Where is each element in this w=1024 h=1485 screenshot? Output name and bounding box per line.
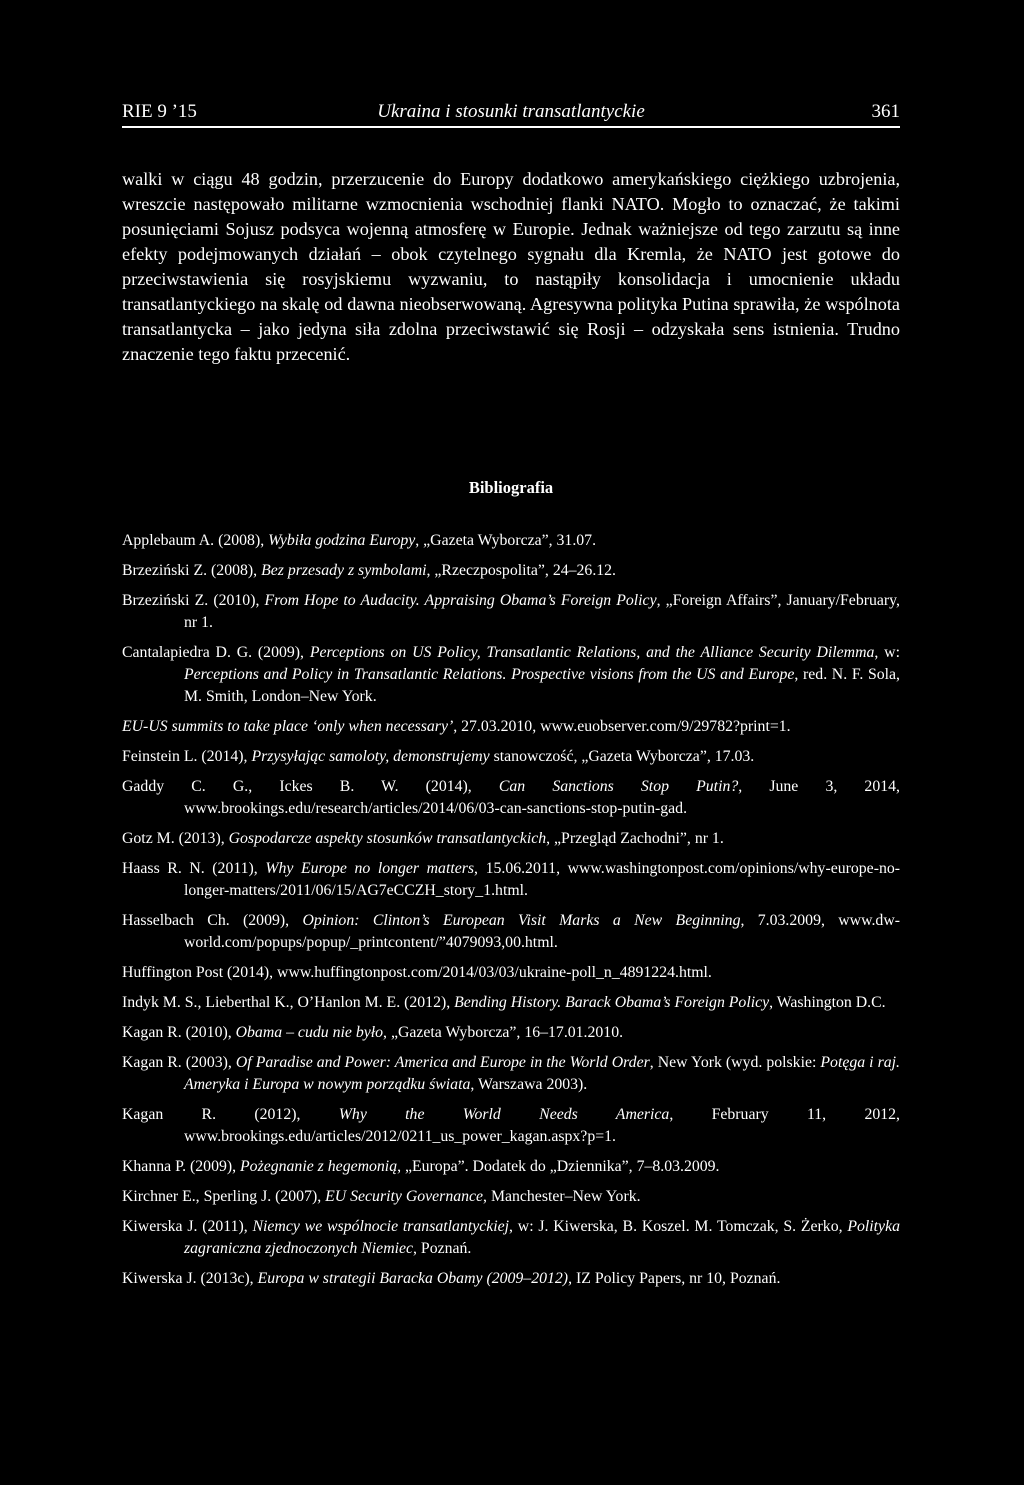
ref-text: , 27.03.2010, www.euobserver.com/9/29782?print=1. <box>453 718 791 735</box>
bibliography-entry <box>122 590 900 634</box>
ref-text: , Manchester–New York. <box>483 1188 641 1205</box>
ref-text: , New York (wyd. polskie: <box>649 1054 821 1071</box>
ref-title-italic: Przysyłając samoloty, demonstrujemy <box>251 748 490 765</box>
bibliography-entry <box>122 1022 900 1044</box>
ref-text: , „Foreign Affairs”, January/February, nr 1. <box>184 592 900 631</box>
ref-text: Indyk M. S., Lieberthal K., O’Hanlon M. E. (2012), <box>122 994 455 1011</box>
bibliography-entry <box>122 746 900 768</box>
body-paragraph: walki w ciągu 48 godzin, przerzucenie do Europy dodatkowo amerykańskiego ciężkiego uzbrojenia, wreszcie następowało militarne wzmocnienia wschodniej flanki NATO. Mogło to oznaczać, że takimi posunięciami Sojusz podsyca wojenną atmosferę w Europie. Jednak ważniejsze od tego zarzutu są inne efekty podejmowanych działań – obok czytelnego sygnału dla Kremla, że NATO jest gotowe do przeciwstawienia się rosyjskiemu wyzwaniu, to nastąpiły konsolidacja i umocnienie układu transatlantyckiego na skalę od dawna nieobserwowaną. Agresywna polityka Putina sprawiła, że wspólnota transatlantycka – jako jedyna siła zdolna przeciwstawić się Rosji – odzyskała sens istnienia. Trudno znaczenie tego faktu przecenić. <box>122 169 900 364</box>
ref-text: , June 3, 2014, www.brookings.edu/research/articles/2014/06/03-can-sanctions-stop-putin-gad. <box>184 778 900 817</box>
bibliography-entry <box>122 1156 900 1178</box>
ref-title-italic: Of Paradise and Power: America and Europe in the World Order <box>235 1054 650 1071</box>
ref-text: Cantalapiedra D. G. (2009), <box>122 644 310 661</box>
ref-text: , February 11, 2012, www.brookings.edu/articles/2012/0211_us_power_kagan.aspx?p=1. <box>184 1106 900 1145</box>
ref-text: Khanna P. (2009), <box>122 1158 241 1175</box>
ref-text: Gotz M. (2013), <box>122 830 229 847</box>
ref-text: Kirchner E., Sperling J. (2007), <box>122 1188 326 1205</box>
ref-title-italic: EU Security Governance <box>325 1188 484 1205</box>
ref-title-italic: From Hope to Audacity. Appraising Obama’s Foreign Policy <box>264 592 657 609</box>
ref-title-italic: Gospodarcze aspekty stosunków transatlantyckich <box>228 830 547 847</box>
ref-text: , Warszawa 2003). <box>470 1076 588 1093</box>
bibliography-entry <box>122 530 900 552</box>
ref-text: , „Gazeta Wyborcza”, 31.07. <box>415 532 597 549</box>
bibliography-heading: Bibliografia <box>468 478 554 497</box>
ref-title-italic: Perceptions on US Policy, Transatlantic Relations, and the Alliance Security Dilemma <box>309 644 875 661</box>
ref-text: , IZ Policy Papers, nr 10, Poznań. <box>568 1270 781 1287</box>
bibliography-entry <box>122 992 900 1014</box>
ref-text: Kagan R. (2003), <box>122 1054 236 1071</box>
running-header <box>122 100 900 128</box>
journal-issue: RIE 9 ’15 <box>122 101 197 122</box>
ref-title-italic: Potęga i raj. Ameryka i Europa w nowym porządku świata <box>184 1054 900 1093</box>
ref-text: , red. N. F. Sola, M. Smith, London–New York. <box>184 666 900 705</box>
ref-text: , Washington D.C. <box>769 994 886 1011</box>
ref-text: Haass R. N. (2011), <box>122 860 266 877</box>
ref-text: Huffington Post (2014), www.huffingtonpost.com/2014/03/03/ukraine-poll_n_4891224.html. <box>122 964 712 981</box>
ref-text: , „Przegląd Zachodni”, nr 1. <box>546 830 724 847</box>
ref-text: Applebaum A. (2008), <box>122 532 269 549</box>
ref-text: Kagan R. (2012), <box>122 1106 339 1123</box>
ref-title-italic: Why the World Needs America <box>338 1106 670 1123</box>
ref-text: , w: J. Kiwerska, B. Koszel. M. Tomczak, S. Żerko, <box>509 1218 848 1235</box>
bibliography-entry <box>122 1268 900 1290</box>
ref-text: , Poznań. <box>413 1240 472 1257</box>
ref-title-italic: Polityka zagraniczna zjednoczonych Niemiec <box>184 1218 900 1257</box>
bibliography-entry <box>122 962 900 984</box>
bibliography-entry <box>122 776 900 820</box>
ref-title-italic: Wybiła godzina Europy <box>268 532 416 549</box>
bibliography-entry <box>122 910 900 954</box>
ref-text: , „Gazeta Wyborcza”, 16–17.01.2010. <box>383 1024 624 1041</box>
page-number: 361 <box>871 101 900 122</box>
bibliography-entry <box>122 560 900 582</box>
ref-title-italic: Bending History. Barack Obama’s Foreign Policy <box>454 994 770 1011</box>
ref-title-italic: Why Europe no longer matters <box>265 860 475 877</box>
ref-text: , „Europa”. Dodatek do „Dziennika”, 7–8.03.2009. <box>397 1158 720 1175</box>
ref-text: Feinstein L. (2014), <box>122 748 252 765</box>
ref-text: Kiwerska J. (2011), <box>122 1218 253 1235</box>
bibliography-entry <box>122 1104 900 1148</box>
ref-text: Kagan R. (2010), <box>122 1024 236 1041</box>
ref-title-italic: Opinion: Clinton’s European Visit Marks a New Beginning <box>302 912 741 929</box>
ref-text: Brzeziński Z. (2010), <box>122 592 265 609</box>
running-title: Ukraina i stosunki transatlantyckie <box>377 101 645 122</box>
ref-title-italic: Bez przesady z symbolami <box>261 562 427 579</box>
ref-text: Hasselbach Ch. (2009), <box>122 912 303 929</box>
ref-text: , 7.03.2009, www.dw-world.com/popups/popup/_printcontent/”4079093,00.html. <box>184 912 900 951</box>
ref-title-italic: Can Sanctions Stop Putin? <box>498 778 739 795</box>
bibliography-entry <box>122 828 900 850</box>
ref-title-italic: Niemcy we wspólnocie transatlantyckiej <box>252 1218 510 1235</box>
ref-title-italic: Pożegnanie z hegemonią <box>240 1158 398 1175</box>
bibliography-entry <box>122 858 900 902</box>
bibliography-entry <box>122 1052 900 1096</box>
bibliography-entry <box>122 642 900 708</box>
ref-text: , 15.06.2011, www.washingtonpost.com/opinions/why-europe-no-longer-matters/2011/06/15/AG7eCCZH_story_1.html. <box>184 860 901 899</box>
bibliography-entry <box>122 1186 900 1208</box>
ref-text: , „Rzeczpospolita”, 24–26.12. <box>426 562 617 579</box>
bibliography-list <box>122 530 900 1298</box>
ref-title-italic: Perceptions and Policy in Transatlantic Relations. Prospective visions from the US and Europe <box>184 666 795 683</box>
ref-text: stanowczość, „Gazeta Wyborcza”, 17.03. <box>489 748 755 765</box>
ref-text: Gaddy C. G., Ickes B. W. (2014), <box>122 778 499 795</box>
ref-text: Brzeziński Z. (2008), <box>122 562 262 579</box>
ref-text: Kiwerska J. (2013c), <box>122 1270 258 1287</box>
bibliography-entry <box>122 1216 900 1260</box>
bibliography-entry <box>122 716 900 738</box>
ref-text: , w: <box>874 644 900 661</box>
ref-title-italic: Obama – cudu nie było <box>235 1024 384 1041</box>
ref-title-italic: Europa w strategii Baracka Obamy (2009–2012) <box>257 1270 569 1287</box>
ref-title-italic: EU-US summits to take place ‘only when necessary’ <box>122 718 454 735</box>
